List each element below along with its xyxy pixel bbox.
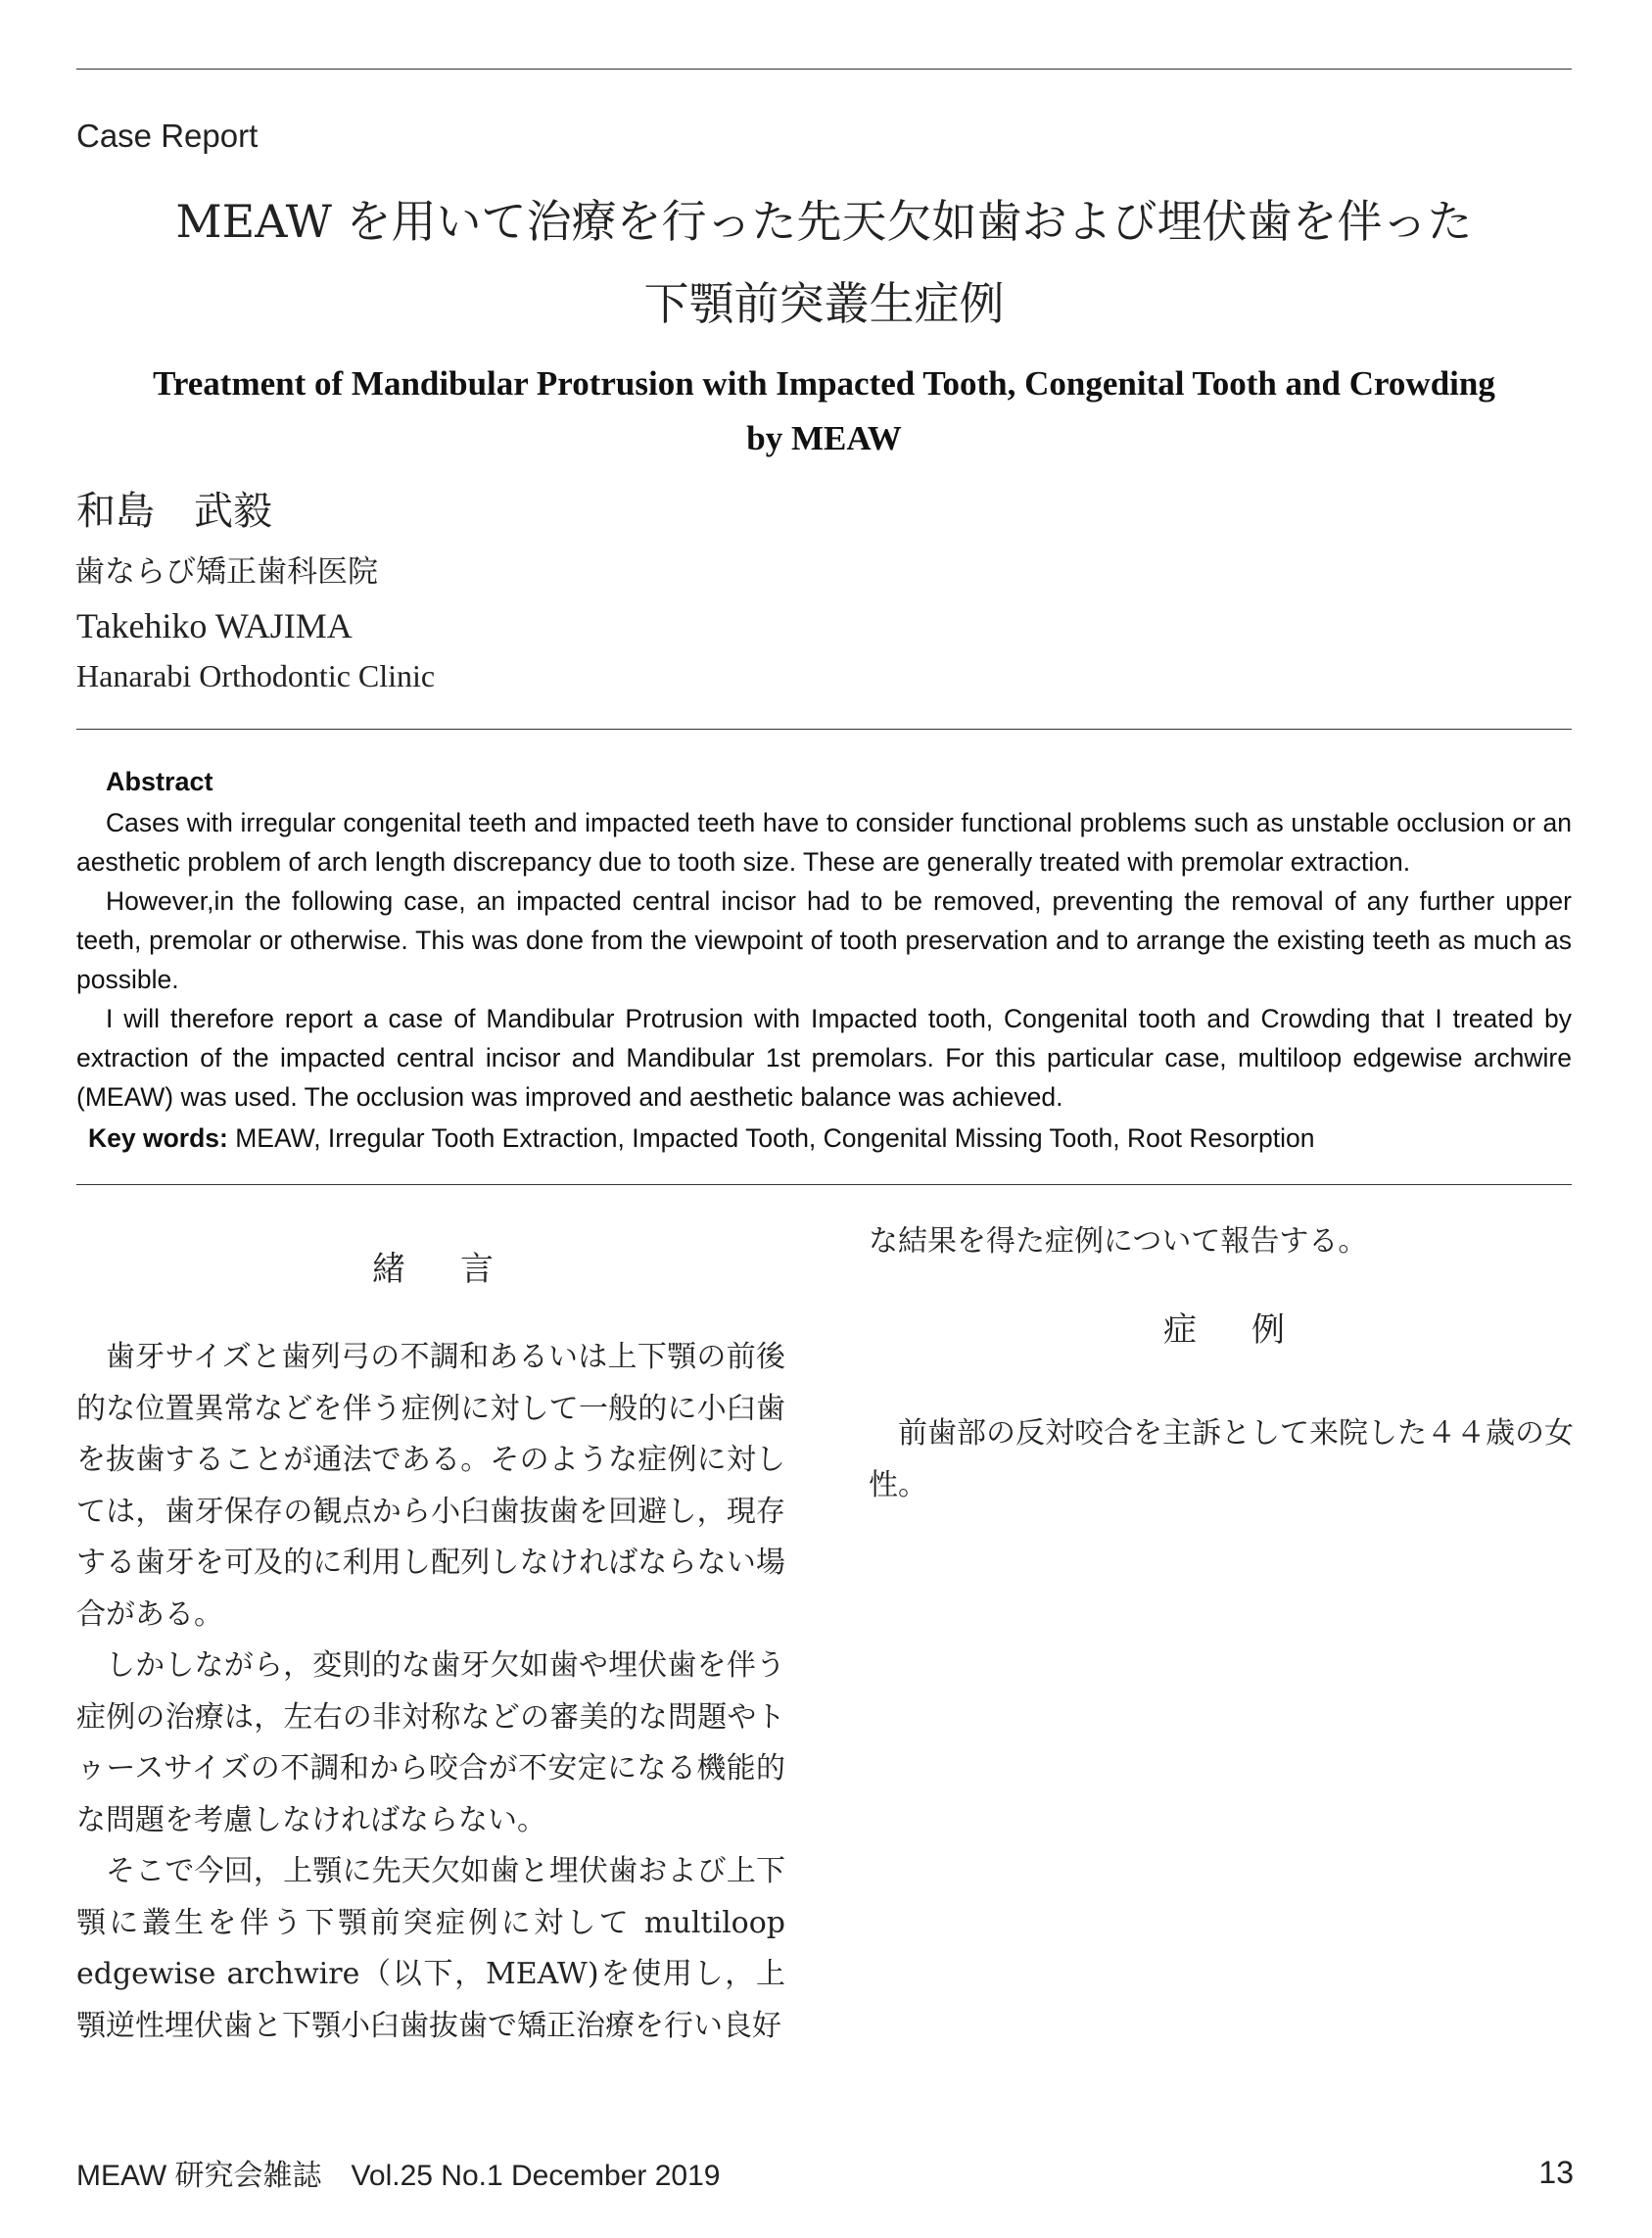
abstract-heading: Abstract <box>106 767 213 796</box>
intro-paragraph-2: しかしながら，変則的な歯牙欠如歯や埋伏歯を伴う症例の治療は，左右の非対称などの審美的な問題やトゥースサイズの不調和から咬合が不安定になる機能的な問題を考慮しなければならない。 <box>76 1648 785 1837</box>
right-column-continuation <box>869 1216 1574 1268</box>
abstract-paragraph-2: However,in the following case, an impacted central incisor had to be removed, preventing the removal of any further upper teeth, premolar or otherwise. This was done from the viewpoint of tooth preservation and to arrange the existing teeth as much as possible. <box>76 886 1572 994</box>
intro-paragraph-3: そこで今回，上顎に先天欠如歯と埋伏歯および上下顎に叢生を伴う下顎前突症例に対して multiloop edgewise archwire（以下，MEAW)を使用し，上顎逆性埋伏歯と下顎小臼歯抜歯で矯正治療を行い良好 <box>76 1854 785 2043</box>
abstract-block <box>76 762 1572 1158</box>
abstract-paragraph-1: Cases with irregular congenital teeth and impacted teeth have to consider functional problems such as unstable occlusion or an aesthetic problem of arch length discrepancy due to tooth size. These are generally treated with premolar extraction. <box>76 808 1572 877</box>
title-japanese-line-1: MEAW を用いて治療を行った先天欠如歯および埋伏歯を伴った <box>175 195 1473 248</box>
abstract-bottom-rule <box>76 1184 1572 1185</box>
title-japanese <box>76 180 1572 345</box>
abstract-paragraph-3: I will therefore report a case of Mandibular Protrusion with Impacted tooth, Congenital tooth and Crowding that I treated by extraction of the impacted central incisor and Mandibular 1st premolars. For this particular case, multiloop edgewise archwire (MEAW) was used. The occlusion was improved and aesthetic balance was achieved. <box>76 1004 1572 1112</box>
keywords-list: MEAW, Irregular Tooth Extraction, Impacted Tooth, Congenital Missing Tooth, Root Resorption <box>227 1123 1315 1153</box>
title-english-line-1: Treatment of Mandibular Protrusion with Impacted Tooth, Congenital Tooth and Crowding <box>153 364 1495 403</box>
intro-paragraph-1: 歯牙サイズと歯列弓の不調和あるいは上下顎の前後的な位置異常などを伴う症例に対して一般的に小臼歯を抜歯することが通法である。そのような症例に対しては，歯牙保存の観点から小臼歯抜歯を回避し，現存する歯牙を可及的に利用し配列しなければならない場合がある。 <box>76 1340 785 1632</box>
article-type: Case Report <box>76 118 259 154</box>
affiliation-japanese: 歯ならび矯正歯科医院 <box>74 554 378 590</box>
abstract-top-rule <box>76 729 1572 730</box>
title-japanese-line-2: 下顎前突叢生症例 <box>643 277 1005 330</box>
intro-continuation: な結果を得た症例について報告する。 <box>869 1224 1368 1259</box>
journal-footer: MEAW 研究会雑誌 Vol.25 No.1 December 2019 <box>76 2160 721 2192</box>
top-rule <box>76 69 1572 70</box>
page-number: 13 <box>1538 2155 1574 2190</box>
left-column <box>76 1332 785 2052</box>
title-english <box>76 357 1572 466</box>
author-name-japanese: 和島 武毅 <box>76 489 272 534</box>
author-name-english: Takehiko WAJIMA <box>76 606 353 645</box>
keywords-line <box>76 1119 1572 1158</box>
section-heading-case: 症例 <box>1163 1310 1340 1350</box>
title-english-line-2: by MEAW <box>746 419 902 457</box>
affiliation-english: Hanarabi Orthodontic Clinic <box>76 658 436 693</box>
keywords-label: Key words: <box>88 1123 228 1153</box>
right-column-case <box>869 1408 1574 1511</box>
case-paragraph-1: 前歯部の反対咬合を主訴として来院した４４歳の女性。 <box>869 1416 1574 1502</box>
section-heading-introduction: 緒言 <box>372 1250 548 1289</box>
